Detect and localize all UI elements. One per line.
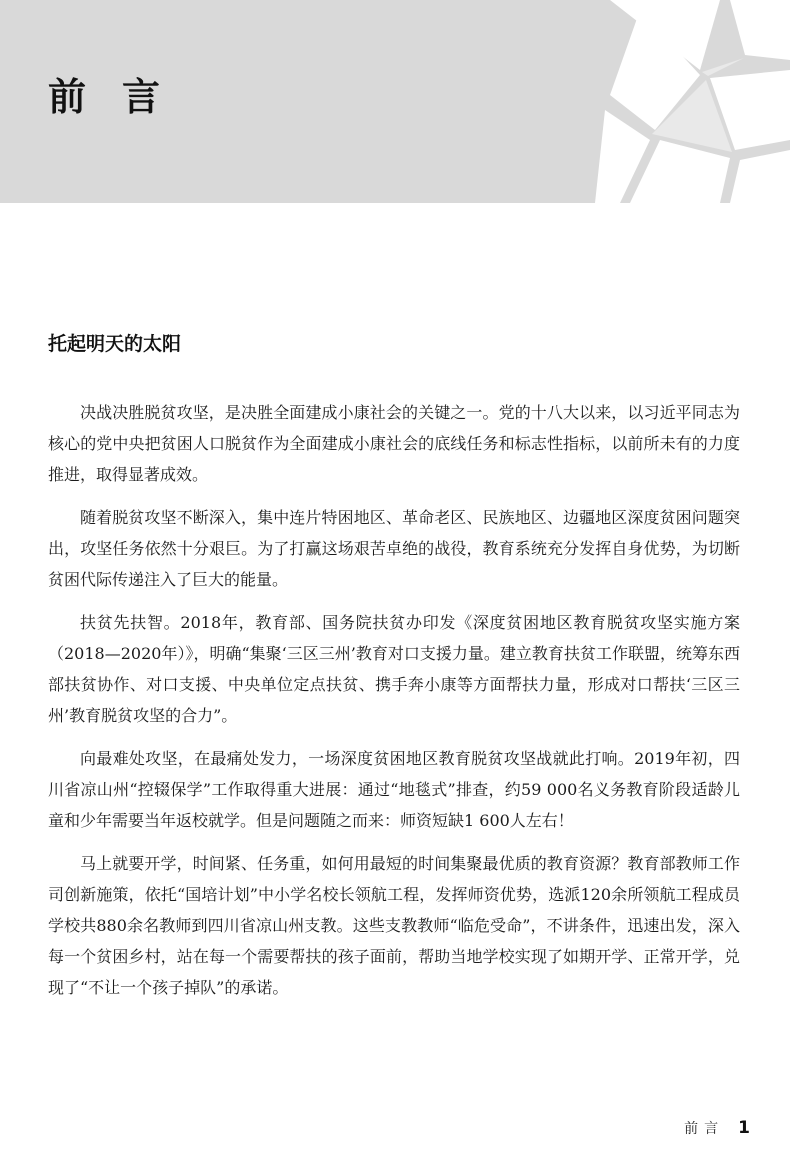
footer-chapter-label: 前言 xyxy=(684,1121,725,1137)
page-footer xyxy=(684,1118,750,1138)
page-number: 1 xyxy=(738,1118,750,1138)
paragraph: 随着脱贫攻坚不断深入，集中连片特困地区、革命老区、民族地区、边疆地区深度贫困问题突出，攻坚任务依然十分艰巨。为了打赢这场艰苦卓绝的战役，教育系统充分发挥自身优势，为切断贫困代际传递注入了巨大的能量。 xyxy=(48,508,740,589)
chapter-header-band xyxy=(0,0,790,203)
paragraph: 扶贫先扶智。2018年，教育部、国务院扶贫办印发《深度贫困地区教育脱贫攻坚实施方案（2018—2020年）》，明确“集聚‘三区三州’教育对口支援力量。建立教育扶贫工作联盟，统筹东西部扶贫协作、对口支援、中央单位定点扶贫、携手奔小康等方面帮扶力量，形成对口帮扶‘三区三州’教育脱贫攻坚的合力”。 xyxy=(48,613,740,725)
chapter-title: 前言 xyxy=(48,75,197,119)
paragraph: 决战决胜脱贫攻坚，是决胜全面建成小康社会的关键之一。党的十八大以来，以习近平同志为核心的党中央把贫困人口脱贫作为全面建成小康社会的底线任务和标志性指标，以前所未有的力度推进，取得显著成效。 xyxy=(48,403,740,484)
section-heading: 托起明天的太阳 xyxy=(48,333,182,355)
body-text xyxy=(48,397,740,1015)
paragraph: 马上就要开学，时间紧、任务重，如何用最短的时间集聚最优质的教育资源？教育部教师工作司创新施策，依托“国培计划”中小学名校长领航工程，发挥师资优势，选派120余所领航工程成员学校共880余名教师到四川省凉山州支教。这些支教教师“临危受命”，不讲条件，迅速出发，深入每一个贫困乡村，站在每一个需要帮扶的孩子面前，帮助当地学校实现了如期开学、正常开学，兑现了“不让一个孩子掉队”的承诺。 xyxy=(48,854,740,997)
paragraph: 向最难处攻坚，在最痛处发力，一场深度贫困地区教育脱贫攻坚战就此打响。2019年初，四川省凉山州“控辍保学”工作取得重大进展：通过“地毯式”排查，约59 000名义务教育阶段适龄儿童和少年需要当年返校就学。但是问题随之而来：师资短缺1 600人左右！ xyxy=(48,749,740,830)
